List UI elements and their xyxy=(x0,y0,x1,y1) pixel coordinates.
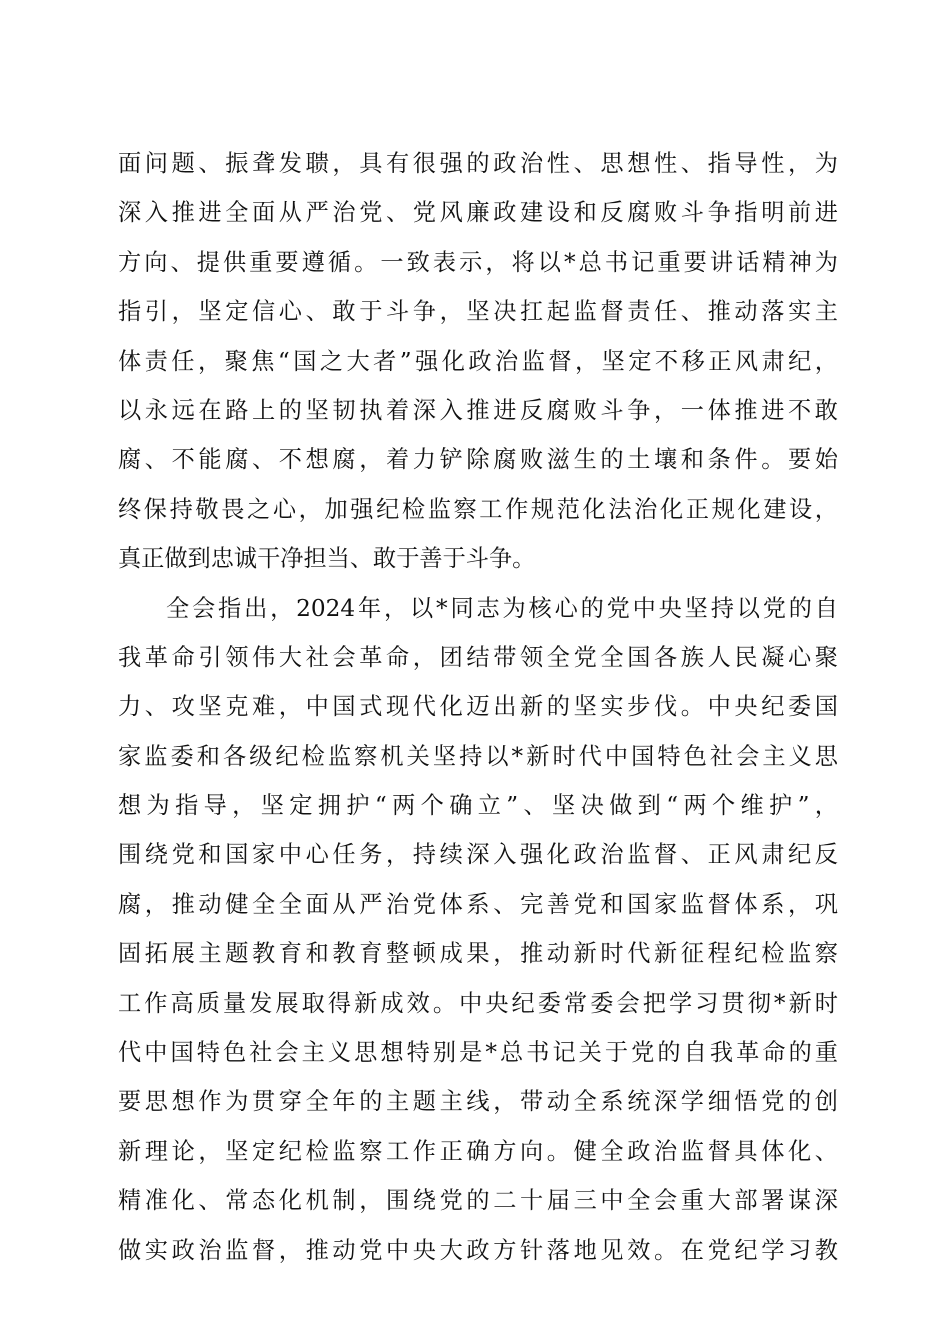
text-line: 全会指出，2024年，以*同志为核心的党中央坚持以党的自 xyxy=(166,594,838,622)
text-line: 我革命引领伟大社会革命，团结带领全党全国各族人民凝心聚 xyxy=(118,643,838,671)
text-line: 体责任，聚焦“国之大者”强化政治监督，坚定不移正风肃纪， xyxy=(118,347,838,375)
text-line: 固拓展主题教育和教育整顿成果，推动新时代新征程纪检监察 xyxy=(118,940,838,968)
text-line: 家监委和各级纪检监察机关坚持以*新时代中国特色社会主义思 xyxy=(118,742,838,770)
text-line: 工作高质量发展取得新成效。中央纪委常委会把学习贯彻*新时 xyxy=(118,989,838,1017)
text-line: 要思想作为贯穿全年的主题主线，带动全系统深学细悟党的创 xyxy=(118,1088,838,1116)
text-line: 想为指导，坚定拥护“两个确立”、坚决做到“两个维护”， xyxy=(118,792,838,820)
body-text xyxy=(118,139,838,1275)
paragraph-1 xyxy=(118,139,838,584)
text-line: 真正做到忠诚干净担当、敢于善于斗争。 xyxy=(118,545,536,573)
text-line: 深入推进全面从严治党、党风廉政建设和反腐败斗争指明前进 xyxy=(118,199,838,227)
text-line: 精准化、常态化机制，围绕党的二十届三中全会重大部署谋深 xyxy=(118,1187,838,1215)
text-line: 做实政治监督，推动党中央大政方针落地见效。在党纪学习教 xyxy=(118,1236,838,1264)
text-line: 方向、提供重要遵循。一致表示，将以*总书记重要讲话精神为 xyxy=(118,248,838,276)
text-line: 以永远在路上的坚韧执着深入推进反腐败斗争，一体推进不敢 xyxy=(118,396,838,424)
text-line: 围绕党和国家中心任务，持续深入强化政治监督、正风肃纪反 xyxy=(118,841,838,869)
text-line: 终保持敬畏之心，加强纪检监察工作规范化法治化正规化建设， xyxy=(118,495,838,523)
text-line: 代中国特色社会主义思想特别是*总书记关于党的自我革命的重 xyxy=(118,1039,838,1067)
text-line: 力、攻坚克难，中国式现代化迈出新的坚实步伐。中央纪委国 xyxy=(118,693,838,721)
text-line: 指引，坚定信心、敢于斗争，坚决扛起监督责任、推动落实主 xyxy=(118,298,838,326)
paragraph-2 xyxy=(118,584,838,1275)
text-line: 腐，推动健全全面从严治党体系、完善党和国家监督体系，巩 xyxy=(118,890,838,918)
text-line: 新理论，坚定纪检监察工作正确方向。健全政治监督具体化、 xyxy=(118,1137,838,1165)
text-line: 面问题、振聋发聩，具有很强的政治性、思想性、指导性，为 xyxy=(118,150,838,177)
text-line: 腐、不能腐、不想腐，着力铲除腐败滋生的土壤和条件。要始 xyxy=(118,446,838,474)
